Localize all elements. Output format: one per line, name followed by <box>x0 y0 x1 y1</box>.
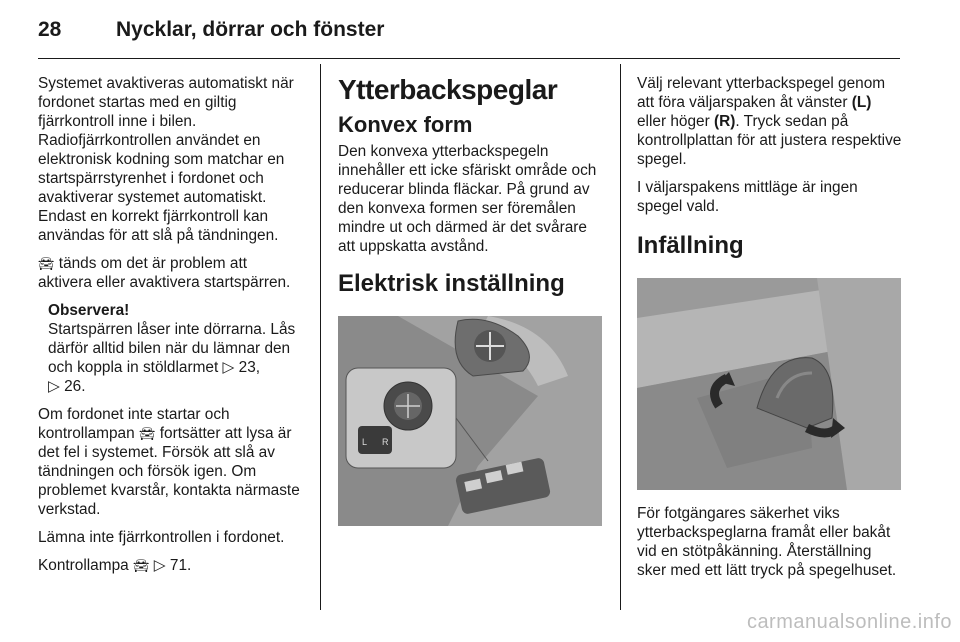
page-ref-link[interactable]: 26. <box>64 378 86 395</box>
page-header <box>38 18 908 48</box>
paragraph: Kontrollampa 🚘︎ ▷ 71. <box>38 557 192 574</box>
note-box <box>48 301 304 396</box>
subsection-heading: Konvex form <box>338 112 473 137</box>
triangle-right-icon: ▷ <box>153 557 166 574</box>
paragraph: Systemet avaktiveras automatiskt när fordonet startas med en giltig fjärrkontroll inne i bilen. Radiofjärrkontrollen användet en elektronisk kodning som matchar en startspärrstyrenhet i fordonet och avaktiverar systemet automatiskt. Endast en korrekt fjärrkontroll kan användas för att slå på tändningen. <box>38 75 294 244</box>
note-title: Observera! <box>48 302 130 319</box>
switch-label-l: L <box>362 437 368 447</box>
triangle-right-icon: ▷ <box>48 378 60 395</box>
mirror-folding-svg <box>637 278 901 490</box>
column-1 <box>38 74 304 584</box>
header-rule <box>38 58 900 59</box>
car-lock-icon: 🚘︎ <box>138 426 156 441</box>
column-3 <box>637 74 903 589</box>
page-ref-link[interactable]: 23, <box>238 359 261 376</box>
subsection-heading: Elektrisk inställning <box>338 270 565 297</box>
note-text: Startspärren låser inte dörrarna. Lås därför alltid bilen när du lämnar den och koppla in stöldlarmet ▷ 23, ▷ 26. <box>48 321 296 395</box>
page-title: Nycklar, dörrar och fönster <box>116 18 385 41</box>
mirror-switch-illustration <box>338 316 602 526</box>
mirror-switch-svg <box>338 316 602 526</box>
paragraph: I väljarspakens mittläge är ingen spegel vald. <box>637 179 858 215</box>
triangle-right-icon: ▷ <box>222 359 235 376</box>
page-number: 28 <box>38 18 62 41</box>
paragraph: Lämna inte fjärrkontrollen i fordonet. <box>38 529 285 546</box>
paragraph: 🚘︎ tänds om det är problem att aktivera eller avaktivera startspärren. <box>38 255 291 291</box>
page-ref-link[interactable]: 71. <box>169 557 192 574</box>
paragraph: Om fordonet inte startar och kontrollampan 🚘︎ fortsätter att lysa är det fel i systemet. Försök att slå av tändningen och försök igen. Om problemet kvarstår, kontakta närmaste verkstad. <box>38 406 300 518</box>
paragraph: Den konvexa ytterbackspegeln innehåller ett icke sfäriskt område och reducerar blinda fläckar. På grund av den konvexa formen ser föremålen mindre ut och därmed är det svårare att uppskatta avstånd. <box>338 143 597 255</box>
watermark: carmanualsonline.info <box>746 611 952 633</box>
switch-label-r: R <box>382 437 389 447</box>
paragraph: Välj relevant ytterbackspegel genom att föra väljarspaken åt vänster (L) eller höger (R). Tryck sedan på kontrollplattan för att justera respektive spegel. <box>637 75 902 168</box>
car-lock-icon: 🚘︎ <box>132 558 150 573</box>
mirror-folding-illustration <box>637 278 901 490</box>
section-heading: Ytterbackspeglar <box>338 74 558 105</box>
column-divider-1 <box>320 64 321 610</box>
car-lock-icon: 🚘︎ <box>38 256 55 271</box>
column-divider-2 <box>620 64 621 610</box>
paragraph: För fotgängares säkerhet viks ytterbackspeglarna framåt eller bakåt vid en stötpåkänning. Återställning sker med ett lätt tryck på spegelhuset. <box>637 505 897 579</box>
column-2 <box>338 74 604 526</box>
subsection-heading: Infällning <box>637 232 744 259</box>
